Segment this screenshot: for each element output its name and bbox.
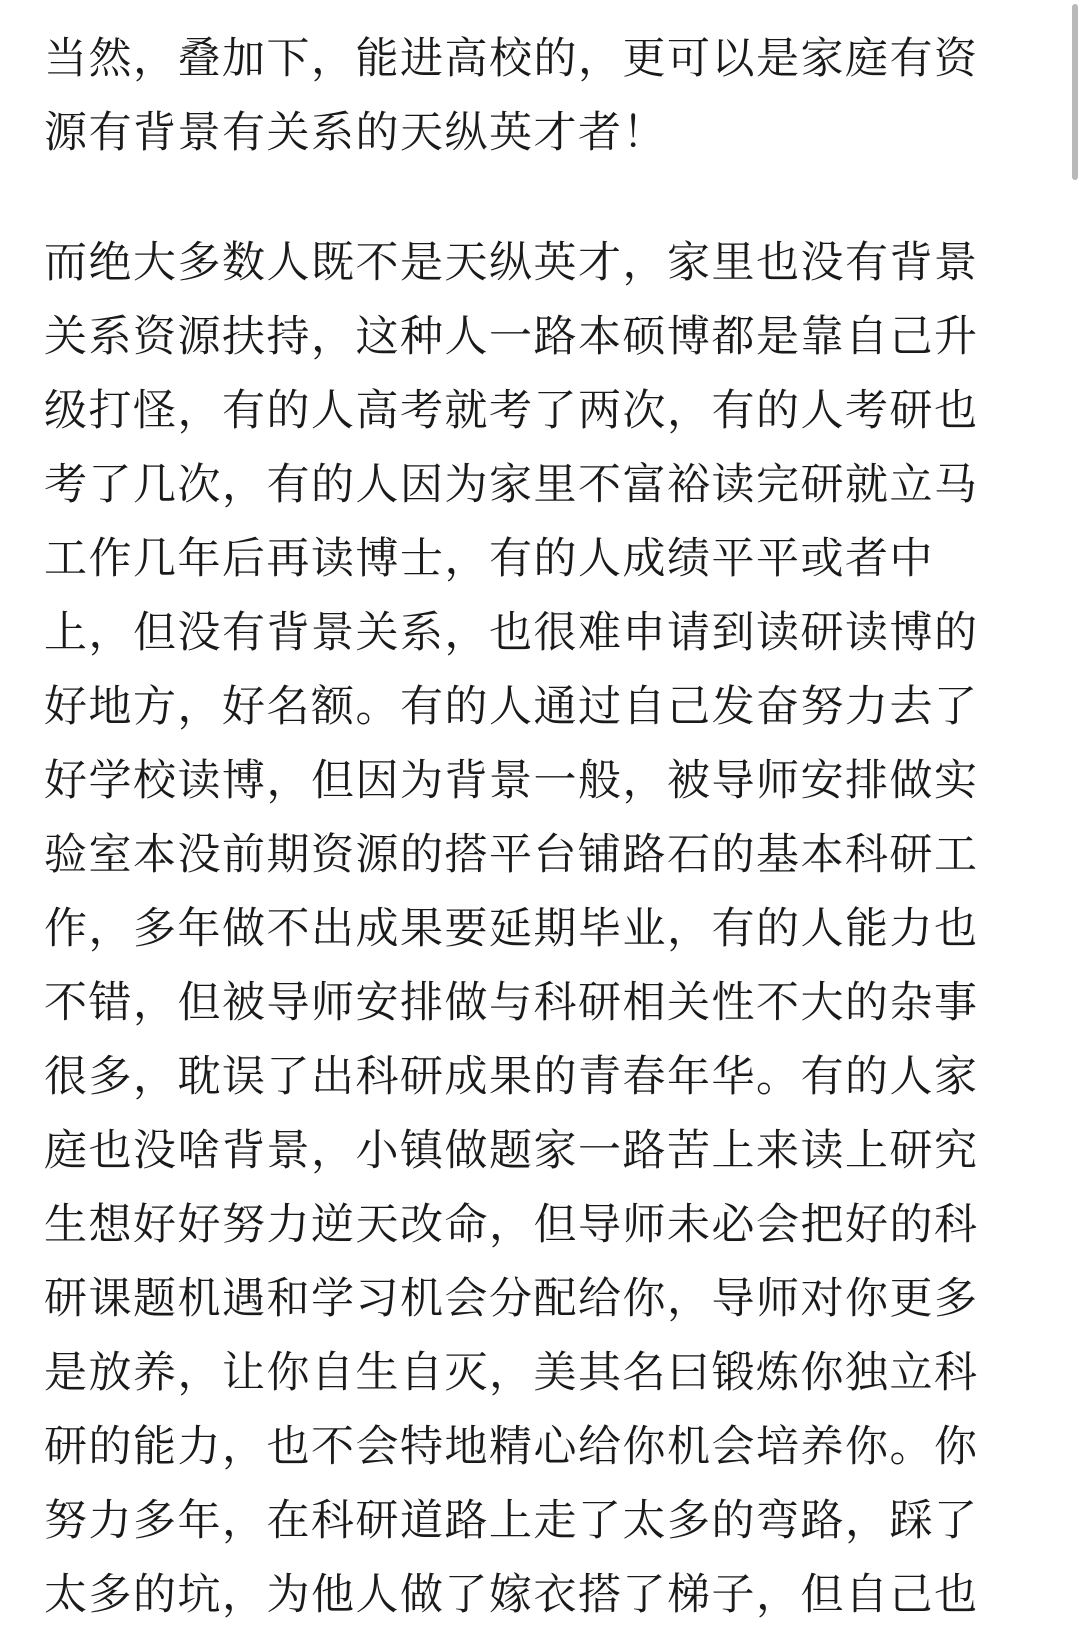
text-line: 研课题机遇和学习机会分配给你，导师对你更多 [44,1274,979,1324]
text-line: 很多，耽误了出科研成果的青春年华。有的人家 [44,1052,979,1102]
article-body [44,22,984,1632]
text-line: 好地方，好名额。有的人通过自己发奋努力去了 [44,682,979,732]
text-line: 当然，叠加下，能进高校的，更可以是家庭有资 [44,34,979,84]
text-line: 努力多年，在科研道路上走了太多的弯路，踩了 [44,1496,979,1546]
text-line: 好学校读博，但因为背景一般，被导师安排做实 [44,756,979,806]
scrollbar[interactable] [1068,0,1080,1637]
text-line: 作，多年做不出成果要延期毕业，有的人能力也 [44,904,979,954]
text-line: 生想好好努力逆天改命，但导师未必会把好的科 [44,1200,979,1250]
text-line: 而绝大多数人既不是天纵英才，家里也没有背景 [44,238,979,288]
text-line: 庭也没啥背景，小镇做题家一路苦上来读上研究 [44,1126,979,1176]
paragraph-1 [44,22,984,170]
text-line: 不错，但被导师安排做与科研相关性不大的杂事 [44,978,979,1028]
paragraph-gap [44,170,984,226]
text-line: 考了几次，有的人因为家里不富裕读完研就立马 [44,460,979,510]
text-line: 验室本没前期资源的搭平台铺路石的基本科研工 [44,830,979,880]
text-line: 上，但没有背景关系，也很难申请到读研读博的 [44,608,979,658]
paragraph-2 [44,226,984,1632]
text-line: 太多的坑，为他人做了嫁衣搭了梯子，但自己也 [44,1570,979,1620]
text-line: 级打怪，有的人高考就考了两次，有的人考研也 [44,386,979,436]
text-line: 是放养，让你自生自灭，美其名曰锻炼你独立科 [44,1348,979,1398]
text-line: 关系资源扶持，这种人一路本硕博都是靠自己升 [44,312,979,362]
scrollbar-thumb[interactable] [1072,4,1078,180]
text-line: 源有背景有关系的天纵英才者！ [44,108,667,158]
text-line: 工作几年后再读博士，有的人成绩平平或者中 [44,534,934,584]
text-line: 研的能力，也不会特地精心给你机会培养你。你 [44,1422,979,1472]
